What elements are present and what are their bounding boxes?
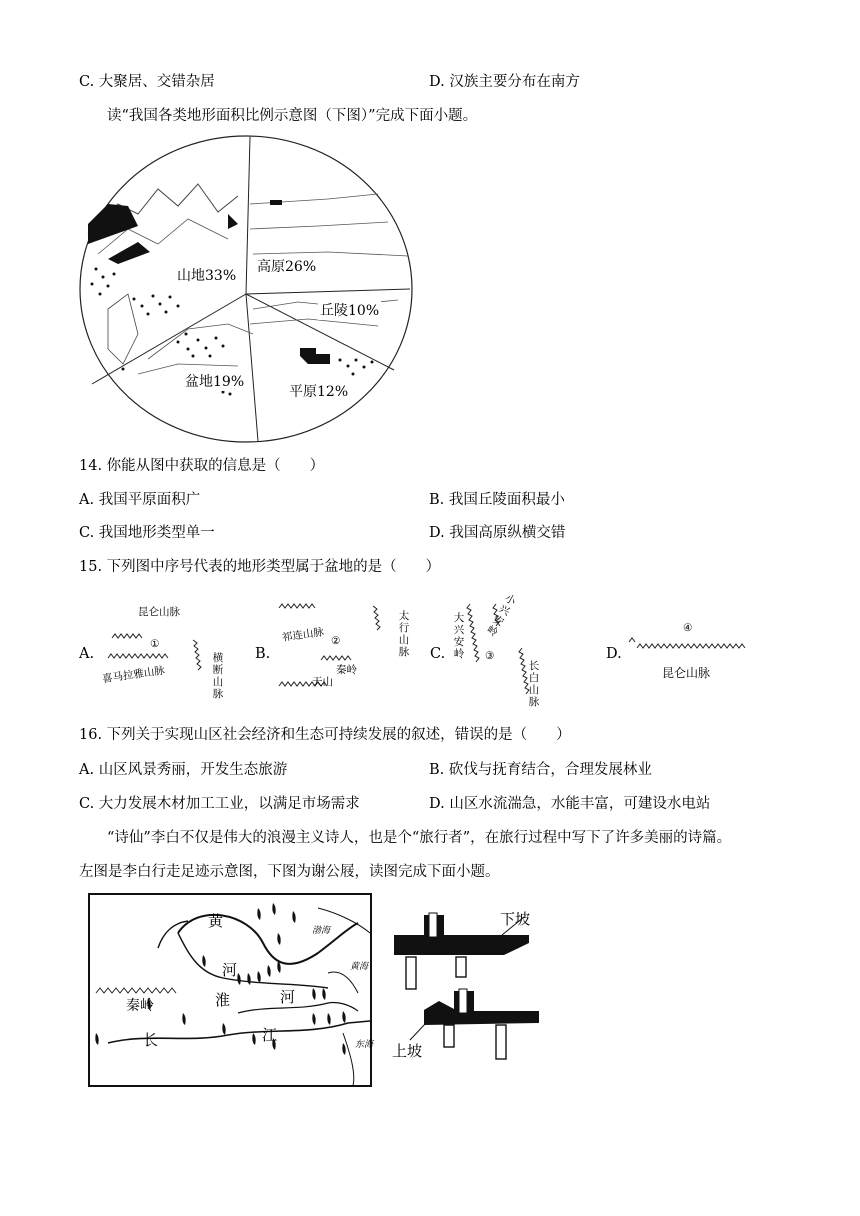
q15-b-label-qilian: 祁连山脉 xyxy=(281,626,325,644)
map-label-he1: 河 xyxy=(222,961,238,979)
map-label-huanghai: 黄海 xyxy=(350,962,369,972)
li-bai-route-map xyxy=(88,893,372,1087)
q14-option-a: A. 我国平原面积广 xyxy=(79,492,201,508)
pie-label-plateau: 高原26% xyxy=(255,256,318,276)
q15-b-label-tianshan: 天山 xyxy=(312,676,333,688)
q15-option-c-letter: C. xyxy=(430,646,446,662)
clog-label-up: 上坡 xyxy=(392,1042,423,1060)
q16-stem: 16. 下列关于实现山区社会经济和生态可持续发展的叙述，错误的是（ ） xyxy=(79,727,571,743)
q15-c-label-changbai: 长白山脉 xyxy=(528,660,540,708)
q14-option-b: B. 我国丘陵面积最小 xyxy=(429,492,565,508)
q15-option-b-letter: B. xyxy=(255,646,271,662)
q15-b-label-taihang: 太行山脉 xyxy=(398,610,410,658)
q15-option-d-letter: D. xyxy=(606,646,622,662)
q15-a-label-kunlun: 昆仑山脉 xyxy=(138,606,180,618)
q15-b-number: ② xyxy=(331,635,341,647)
q15-b-label-qinling: 秦岭 xyxy=(336,664,357,676)
q16-option-d: D. 山区水流湍急，水能丰富，可建设水电站 xyxy=(429,796,711,812)
map-label-huai: 淮 xyxy=(215,991,231,1009)
map-label-huang: 黄 xyxy=(208,912,224,930)
q15-d-label-kunlun: 昆仑山脉 xyxy=(662,666,711,680)
intro-text-2-line1: “诗仙”李白不仅是伟大的浪漫主义诗人，也是个“旅行者”，在旅行过程中写下了许多美丽的诗篇。 xyxy=(107,830,732,846)
map-label-jiang: 江 xyxy=(262,1026,278,1044)
q15-option-a-letter: A. xyxy=(79,646,95,662)
q13-option-c: C. 大聚居、交错杂居 xyxy=(79,74,215,90)
q14-option-c: C. 我国地形类型单一 xyxy=(79,525,215,541)
q15-d-mountains xyxy=(625,634,755,666)
map-label-bohai: 渤海 xyxy=(312,926,331,936)
q15-d-number: ④ xyxy=(683,622,693,634)
q14-option-d: D. 我国高原纵横交错 xyxy=(429,525,566,541)
q13-option-d: D. 汉族主要分布在南方 xyxy=(429,74,580,90)
pie-label-mountain: 山地33% xyxy=(175,265,238,285)
q15-a-number: ① xyxy=(150,638,160,650)
q15-b-mountains xyxy=(275,600,405,696)
map-label-chang: 长 xyxy=(143,1031,159,1049)
intro-text-1: 读“我国各类地形面积比例示意图（下图）”完成下面小题。 xyxy=(107,108,478,124)
pie-label-basin: 盆地19% xyxy=(183,371,246,391)
pie-label-hills: 丘陵10% xyxy=(318,300,381,320)
map-label-donghai: 东海 xyxy=(355,1040,374,1050)
terrain-pie-figure xyxy=(78,134,414,444)
clog-label-down: 下坡 xyxy=(500,910,531,928)
q16-option-c: C. 大力发展木材加工工业，以满足市场需求 xyxy=(79,796,360,812)
map-label-he2: 河 xyxy=(280,988,296,1006)
q15-c-number: ③ xyxy=(485,650,495,662)
q16-option-b: B. 砍伐与抚育结合，合理发展林业 xyxy=(429,762,652,778)
xie-gong-clog-figure xyxy=(384,905,544,1065)
map-label-qinling: 秦岭 xyxy=(126,998,154,1014)
q14-stem: 14. 你能从图中获取的信息是（ ） xyxy=(79,458,325,474)
q15-c-label-xiaoxinganling: 小兴安岭 xyxy=(484,592,518,640)
q15-a-label-hengduan: 横断山脉 xyxy=(212,652,224,700)
q15-c-label-daxinganling: 大兴安岭 xyxy=(453,612,465,660)
intro-text-2-line2: 左图是李白行走足迹示意图，下图为谢公屐，读图完成下面小题。 xyxy=(79,864,500,880)
q15-a-label-himalaya: 喜马拉雅山脉 xyxy=(101,664,166,686)
q15-stem: 15. 下列图中序号代表的地形类型属于盆地的是（ ） xyxy=(79,559,441,575)
q16-option-a: A. 山区风景秀丽，开发生态旅游 xyxy=(79,762,288,778)
q15-a-mountains xyxy=(98,618,230,702)
pie-label-plain: 平原12% xyxy=(287,381,350,401)
